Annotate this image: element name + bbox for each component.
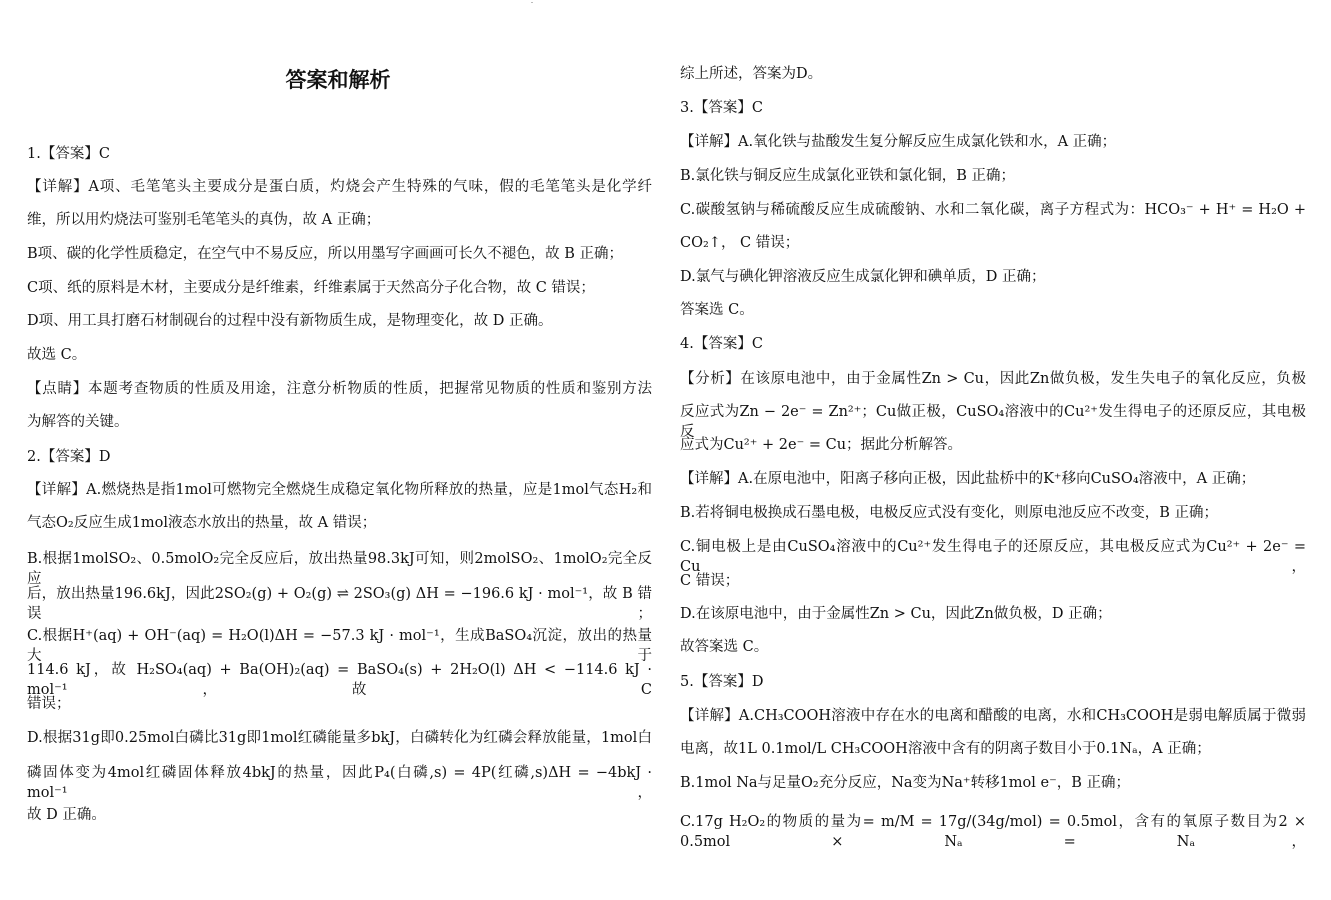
text-line: 磷固体变为4mol红磷固体释放4bkJ的热量，因此P₄(白磷,s) = 4P(红磷,s)ΔH = −4bkJ · mol⁻¹，: [27, 765, 652, 801]
text-line: 应式为Cu²⁺ + 2e⁻ = Cu；据此分析解答。: [680, 437, 963, 453]
text-line: C.根据H⁺(aq) + OH⁻(aq) = H₂O(l)ΔH = −57.3 kJ · mol⁻¹，生成BaSO₄沉淀，放出的热量大于: [27, 628, 652, 664]
text-line: D.根据31g即0.25mol白磷比31g即1mol红磷能量多bkJ，白磷转化为红磷会释放能量，1mol白: [27, 730, 652, 746]
text-line: 后，放出热量196.6kJ，因此2SO₂(g) + O₂(g) ⇌ 2SO₃(g) ΔH = −196.6 kJ · mol⁻¹，故 B 错误；: [27, 586, 652, 622]
answer-heading: 2.【答案】D: [27, 449, 111, 465]
text-line: C 错误；: [680, 573, 740, 589]
text-line: D.在该原电池中，由于金属性Zn > Cu，因此Zn做负极，D 正确；: [680, 606, 1112, 622]
text-line: 故 D 正确。: [27, 807, 106, 823]
text-line: C项、纸的原料是木材，主要成分是纤维素，纤维素属于天然高分子化合物，故 C 错误；: [27, 280, 595, 296]
text-line: B.根据1molSO₂、0.5molO₂完全反应后，放出热量98.3kJ可知，则2molSO₂、1molO₂完全反应: [27, 551, 652, 587]
text-line: CO₂↑， C 错误；: [680, 235, 800, 251]
text-line: 【详解】A.CH₃COOH溶液中存在水的电离和醋酸的电离，水和CH₃COOH是弱电解质属于微弱: [680, 708, 1306, 724]
text-line: 反应式为Zn − 2e⁻ = Zn²⁺；Cu做正极，CuSO₄溶液中的Cu²⁺发生得电子的还原反应，其电极反: [680, 404, 1306, 440]
text-line: 电离，故1L 0.1mol/L CH₃COOH溶液中含有的阴离子数目小于0.1Nₐ，A 正确；: [680, 741, 1211, 757]
text-line: D项、用工具打磨石材制砚台的过程中没有新物质生成，是物理变化，故 D 正确。: [27, 313, 553, 329]
text-line: 为解答的关键。: [27, 414, 129, 430]
text-line: 答案选 C。: [680, 302, 754, 318]
answer-heading: 1.【答案】C: [27, 146, 110, 162]
text-line: 气态O₂反应生成1mol液态水放出的热量，故 A 错误；: [27, 515, 377, 531]
text-line: D.氯气与碘化钾溶液反应生成氯化钾和碘单质，D 正确；: [680, 269, 1046, 285]
text-line: 维，所以用灼烧法可鉴别毛笔笔头的真伪，故 A 正确；: [27, 212, 381, 228]
text-line: B.氯化铁与铜反应生成氯化亚铁和氯化铜，B 正确；: [680, 168, 1016, 184]
text-line: 【详解】A.氧化铁与盐酸发生复分解反应生成氯化铁和水，A 正确；: [680, 134, 1117, 150]
text-line: C.铜电极上是由CuSO₄溶液中的Cu²⁺发生得电子的还原反应，其电极反应式为Cu²⁺ + 2e⁻ = Cu，: [680, 539, 1306, 575]
answer-heading: 3.【答案】C: [680, 100, 763, 116]
text-line: B.若将铜电极换成石墨电极，电极反应式没有变化，则原电池反应不改变，B 正确；: [680, 505, 1219, 521]
page-speck: [531, 2, 533, 3]
text-line: 114.6 kJ，故 H₂SO₄(aq) + Ba(OH)₂(aq) = BaSO₄(s) + 2H₂O(l) ΔH < −114.6 kJ · mol⁻¹，故 C: [27, 662, 652, 698]
page-title: 答案和解析: [285, 68, 391, 92]
answer-heading: 5.【答案】D: [680, 674, 764, 690]
text-line: B.1mol Na与足量O₂充分反应，Na变为Na⁺转移1mol e⁻，B 正确；: [680, 775, 1131, 791]
text-line: 【点睛】本题考查物质的性质及用途，注意分析物质的性质，把握常见物质的性质和鉴别方法: [27, 381, 652, 397]
text-line: 故答案选 C。: [680, 639, 769, 655]
text-line: C.碳酸氢钠与稀硫酸反应生成硫酸钠、水和二氧化碳，离子方程式为：HCO₃⁻ + H⁺ = H₂O +: [680, 202, 1306, 218]
answer-heading: 4.【答案】C: [680, 336, 763, 352]
text-line: B项、碳的化学性质稳定，在空气中不易反应，所以用墨写字画画可长久不褪色，故 B 正确；: [27, 246, 624, 262]
text-line: 【分析】在该原电池中，由于金属性Zn > Cu，因此Zn做负极，发生失电子的氧化反应，负极: [680, 371, 1306, 387]
text-line: 【详解】A.在原电池中，阳离子移向正极，因此盐桥中的K⁺移向CuSO₄溶液中，A 正确；: [680, 471, 1256, 487]
text-line: 【详解】A项、毛笔笔头主要成分是蛋白质，灼烧会产生特殊的气味，假的毛笔笔头是化学纤: [27, 179, 652, 195]
text-line: 【详解】A.燃烧热是指1mol可燃物完全燃烧生成稳定氧化物所释放的热量，应是1mol气态H₂和: [27, 482, 652, 498]
text-line: C.17g H₂O₂的物质的量为= m/M = 17g/(34g/mol) = 0.5mol，含有的氧原子数目为2 × 0.5mol × Nₐ = Nₐ，: [680, 814, 1306, 850]
text-line: 故选 C。: [27, 347, 87, 363]
text-line: 综上所述，答案为D。: [680, 66, 823, 82]
text-line: 错误；: [27, 696, 71, 712]
